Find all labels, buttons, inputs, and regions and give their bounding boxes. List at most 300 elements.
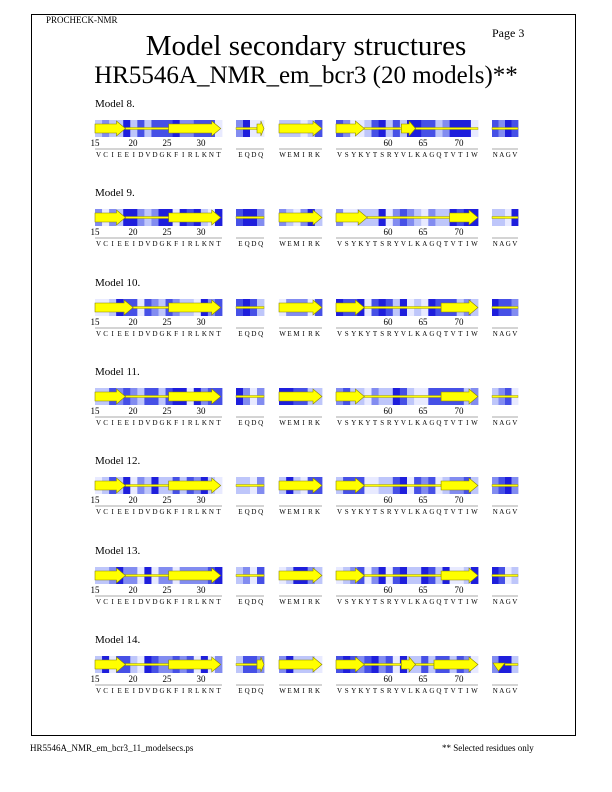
residue-letter: L xyxy=(408,597,413,606)
residue-letter: I xyxy=(466,597,469,606)
residue-letter: Q xyxy=(436,418,442,427)
coil-line xyxy=(505,663,518,665)
residue-letter: G xyxy=(505,686,511,695)
coil-line xyxy=(236,306,264,308)
residue-letter: E xyxy=(124,597,129,606)
residue-letter: L xyxy=(195,508,200,517)
residue-letter: I xyxy=(132,418,135,427)
coil-line xyxy=(125,217,168,219)
residue-letter: K xyxy=(166,329,172,338)
residue-letter: N xyxy=(208,686,214,695)
residue-letter: K xyxy=(415,418,421,427)
residue-letter: K xyxy=(415,240,421,249)
residue-letter: Q xyxy=(244,151,250,159)
residue-letter: I xyxy=(466,329,469,338)
residue-letter: T xyxy=(458,418,463,427)
residue-number-label: 60 xyxy=(383,495,393,506)
residue-letter: A xyxy=(422,686,428,695)
residue-letter: E xyxy=(287,418,292,427)
residue-letter: S xyxy=(344,686,349,695)
coil-line xyxy=(364,395,441,397)
residue-letter: I xyxy=(132,597,135,606)
coil-line xyxy=(236,128,257,130)
residue-number-label: 20 xyxy=(128,495,138,506)
residue-letter: V xyxy=(400,240,406,249)
residue-letter: V xyxy=(450,329,456,338)
residue-letter: R xyxy=(386,151,392,159)
residue-letter: S xyxy=(380,686,385,695)
residue-letter: V xyxy=(337,240,343,249)
residue-letter: Q xyxy=(436,151,442,159)
residue-letter: Q xyxy=(244,508,250,517)
residue-letter: E xyxy=(117,329,122,338)
residue-letter: E xyxy=(238,151,243,159)
residue-letter: K xyxy=(358,151,364,159)
coil-line xyxy=(125,395,168,397)
coil-line xyxy=(416,663,434,665)
residue-letter: V xyxy=(145,418,151,427)
residue-letter: K xyxy=(358,418,364,427)
residue-letter: Y xyxy=(351,151,357,159)
residue-letter: E xyxy=(117,597,122,606)
residue-letter: G xyxy=(159,151,165,159)
residue-number-label: 30 xyxy=(196,584,206,595)
residue-number-label: 30 xyxy=(196,673,206,684)
residue-letter: D xyxy=(251,508,257,517)
residue-number-label: 65 xyxy=(418,227,428,238)
residue-letter: T xyxy=(443,508,449,517)
residue-letter: V xyxy=(450,418,456,427)
residue-letter: I xyxy=(182,597,185,606)
residue-letter: T xyxy=(216,508,221,517)
residue-letter: K xyxy=(166,597,172,606)
residue-letter: S xyxy=(380,329,385,338)
residue-letter: R xyxy=(386,508,392,517)
model-label: Model 12. xyxy=(95,455,141,468)
residue-letter: W xyxy=(471,329,478,338)
residue-letter: F xyxy=(174,597,179,606)
residue-letter: E xyxy=(238,418,243,427)
residue-letter: M xyxy=(293,508,300,517)
residue-letter: S xyxy=(344,597,349,606)
residue-letter: K xyxy=(166,418,172,427)
residue-letter: V xyxy=(337,686,343,695)
residue-letter: Q xyxy=(436,329,442,338)
residue-letter: N xyxy=(492,508,498,517)
residue-letter: K xyxy=(201,418,207,427)
residue-letter: Q xyxy=(258,240,264,249)
residue-letter: S xyxy=(344,508,349,517)
residue-letter: V xyxy=(450,240,456,249)
residue-letter: K xyxy=(314,686,321,695)
residue-letter: C xyxy=(103,151,108,159)
residue-letter: Y xyxy=(393,597,399,606)
residue-letter: V xyxy=(400,151,406,159)
residue-letter: S xyxy=(344,329,349,338)
residue-letter: M xyxy=(293,151,300,159)
residue-letter: E xyxy=(287,240,292,249)
residue-letter: V xyxy=(512,508,518,517)
residue-letter: V xyxy=(95,686,102,695)
residue-number-label: 60 xyxy=(383,138,393,148)
residue-letter: Q xyxy=(258,508,264,517)
residue-letter: I xyxy=(132,240,135,249)
residue-letter: C xyxy=(103,686,108,695)
residue-letter: C xyxy=(103,240,108,249)
residue-letter: M xyxy=(293,686,300,695)
residue-letter: D xyxy=(138,686,144,695)
residue-letter: D xyxy=(152,686,158,695)
residue-letter: I xyxy=(111,240,114,249)
residue-letter: K xyxy=(201,686,207,695)
residue-letter: I xyxy=(302,508,305,517)
residue-letter: S xyxy=(344,240,349,249)
secondary-structure-strip xyxy=(0,382,612,452)
residue-letter: T xyxy=(372,508,378,517)
residue-letter: G xyxy=(505,418,511,427)
residue-letter: W xyxy=(279,597,286,606)
residue-letter: T xyxy=(372,597,378,606)
residue-number-label: 70 xyxy=(454,495,464,506)
residue-letter: Y xyxy=(393,329,399,338)
residue-letter: K xyxy=(358,597,364,606)
residue-letter: N xyxy=(208,418,214,427)
residue-letter: K xyxy=(358,240,364,249)
residue-letter: N xyxy=(208,151,214,159)
residue-number-label: 20 xyxy=(128,227,138,238)
coil-line xyxy=(236,485,264,487)
residue-letter: A xyxy=(422,329,428,338)
residue-letter: D xyxy=(152,508,158,517)
residue-letter: E xyxy=(117,508,122,517)
residue-letter: K xyxy=(415,329,421,338)
residue-letter: W xyxy=(279,240,286,249)
residue-letter: T xyxy=(458,329,463,338)
residue-letter: I xyxy=(302,418,305,427)
residue-letter: G xyxy=(159,597,165,606)
model-label: Model 8. xyxy=(95,98,135,110)
residue-letter: F xyxy=(174,240,179,249)
residue-letter: V xyxy=(512,329,518,338)
residue-letter: E xyxy=(124,686,129,695)
residue-letter: F xyxy=(174,329,179,338)
residue-number-label: 65 xyxy=(418,138,428,148)
residue-number-label: 60 xyxy=(383,405,393,416)
residue-letter: S xyxy=(380,240,385,249)
residue-letter: K xyxy=(314,151,321,159)
residue-letter: V xyxy=(400,418,406,427)
residue-letter: G xyxy=(429,686,435,695)
residue-letter: G xyxy=(429,240,435,249)
residue-letter: E xyxy=(124,508,129,517)
residue-letter: A xyxy=(499,597,505,606)
residue-letter: V xyxy=(145,686,151,695)
residue-letter: T xyxy=(443,329,449,338)
residue-letter: D xyxy=(138,597,144,606)
residue-letter: Q xyxy=(244,686,250,695)
residue-letter: K xyxy=(415,597,421,606)
residue-letter: A xyxy=(499,329,505,338)
residue-letter: Q xyxy=(244,240,250,249)
model-label: Model 14. xyxy=(95,633,141,646)
residue-letter: G xyxy=(159,508,165,517)
residue-number-label: 60 xyxy=(383,584,393,595)
residue-letter: E xyxy=(117,151,122,159)
residue-letter: E xyxy=(287,686,292,695)
residue-letter: R xyxy=(386,329,392,338)
residue-letter: Y xyxy=(351,240,357,249)
residue-letter: E xyxy=(238,686,243,695)
residue-number-label: 30 xyxy=(196,138,206,148)
residue-letter: V xyxy=(450,597,456,606)
page-number: Page 3 xyxy=(492,26,525,40)
residue-letter: V xyxy=(512,240,518,249)
residue-letter: V xyxy=(337,508,343,517)
residue-letter: R xyxy=(386,240,392,249)
coil-line xyxy=(364,574,441,576)
residue-number-label: 65 xyxy=(418,495,428,506)
residue-number-label: 20 xyxy=(128,316,138,327)
residue-letter: L xyxy=(408,686,413,695)
residue-number-label: 30 xyxy=(196,495,206,506)
residue-letter: K xyxy=(314,418,321,427)
residue-letter: I xyxy=(466,151,469,159)
residue-number-label: 20 xyxy=(128,138,138,148)
residue-number-label: 15 xyxy=(90,495,100,506)
residue-number-label: 15 xyxy=(90,584,100,595)
residue-letter: Q xyxy=(244,329,250,338)
residue-number-label: 60 xyxy=(383,316,393,327)
residue-letter: R xyxy=(187,686,193,695)
residue-letter: S xyxy=(380,508,385,517)
residue-letter: K xyxy=(314,329,321,338)
residue-letter: T xyxy=(216,597,221,606)
model-label: Model 13. xyxy=(95,544,141,557)
residue-letter: D xyxy=(152,151,158,159)
residue-letter: Q xyxy=(436,597,442,606)
residue-letter: T xyxy=(372,151,378,159)
residue-letter: K xyxy=(358,329,364,338)
residue-letter: T xyxy=(372,418,378,427)
residue-number-label: 65 xyxy=(418,584,428,595)
residue-number-label: 30 xyxy=(196,316,206,327)
residue-letter: D xyxy=(251,686,257,695)
residue-letter: I xyxy=(132,508,135,517)
residue-letter: Y xyxy=(365,151,371,159)
residue-letter: I xyxy=(111,508,114,517)
residue-letter: V xyxy=(145,240,151,249)
residue-letter: L xyxy=(195,329,200,338)
residue-letter: G xyxy=(159,240,165,249)
residue-letter: R xyxy=(308,240,313,249)
residue-letter: I xyxy=(466,418,469,427)
residue-letter: E xyxy=(287,597,292,606)
residue-letter: V xyxy=(95,508,102,517)
residue-letter: V xyxy=(95,418,102,427)
residue-letter: A xyxy=(422,418,428,427)
residue-letter: A xyxy=(499,686,505,695)
secondary-structure-strip xyxy=(0,471,612,541)
residue-letter: V xyxy=(512,151,518,159)
coil-line xyxy=(492,485,518,487)
residue-number-label: 25 xyxy=(162,227,172,238)
residue-letter: E xyxy=(124,329,129,338)
residue-letter: T xyxy=(443,686,449,695)
residue-letter: Y xyxy=(351,329,357,338)
residue-letter: S xyxy=(380,151,385,159)
residue-letter: K xyxy=(201,508,207,517)
residue-letter: Q xyxy=(258,418,264,427)
residue-letter: E xyxy=(238,240,243,249)
coil-line xyxy=(236,395,264,397)
residue-number-label: 15 xyxy=(90,227,100,238)
residue-number-label: 20 xyxy=(128,405,138,416)
residue-number-label: 60 xyxy=(383,227,393,238)
residue-letter: K xyxy=(415,508,421,517)
residue-letter: G xyxy=(505,240,511,249)
residue-letter: T xyxy=(216,418,221,427)
residue-letter: N xyxy=(492,597,498,606)
residue-number-label: 25 xyxy=(162,138,172,148)
residue-letter: D xyxy=(251,329,257,338)
residue-letter: F xyxy=(174,686,179,695)
residue-letter: V xyxy=(450,151,456,159)
residue-letter: N xyxy=(492,151,498,159)
coil-line xyxy=(416,128,478,130)
residue-letter: Y xyxy=(365,329,371,338)
residue-letter: K xyxy=(201,329,207,338)
residue-letter: W xyxy=(279,508,286,517)
residue-letter: I xyxy=(111,418,114,427)
residue-letter: W xyxy=(471,240,478,249)
residue-letter: Y xyxy=(365,418,371,427)
residue-letter: Y xyxy=(365,240,371,249)
coil-line xyxy=(492,217,518,219)
residue-letter: D xyxy=(138,240,144,249)
residue-number-label: 20 xyxy=(128,584,138,595)
residue-letter: Y xyxy=(393,686,399,695)
residue-letter: N xyxy=(208,597,214,606)
secondary-structure-strip xyxy=(0,293,612,363)
residue-letter: T xyxy=(443,597,449,606)
residue-letter: N xyxy=(208,329,214,338)
residue-letter: Y xyxy=(351,597,357,606)
residue-letter: L xyxy=(408,240,413,249)
residue-letter: A xyxy=(499,240,505,249)
residue-letter: W xyxy=(471,151,478,159)
coil-line xyxy=(133,306,169,308)
residue-letter: I xyxy=(132,151,135,159)
residue-number-label: 25 xyxy=(162,316,172,327)
residue-letter: D xyxy=(152,240,158,249)
residue-letter: T xyxy=(443,240,449,249)
residue-letter: T xyxy=(372,686,378,695)
residue-letter: I xyxy=(182,240,185,249)
residue-letter: I xyxy=(466,508,469,517)
coil-line xyxy=(125,128,168,130)
secondary-structure-strip xyxy=(0,114,612,184)
residue-letter: W xyxy=(279,686,286,695)
residue-letter: I xyxy=(111,686,114,695)
residue-number-label: 30 xyxy=(196,405,206,416)
residue-letter: G xyxy=(429,597,435,606)
residue-letter: I xyxy=(182,329,185,338)
residue-letter: R xyxy=(386,597,392,606)
residue-letter: Q xyxy=(244,418,250,427)
residue-letter: A xyxy=(422,597,428,606)
residue-letter: R xyxy=(386,686,392,695)
residue-letter: V xyxy=(95,151,102,159)
residue-letter: F xyxy=(174,508,179,517)
residue-letter: C xyxy=(103,508,108,517)
residue-letter: I xyxy=(466,686,469,695)
residue-letter: L xyxy=(195,418,200,427)
residue-number-label: 65 xyxy=(418,316,428,327)
residue-letter: L xyxy=(408,418,413,427)
residue-number-label: 15 xyxy=(90,405,100,416)
residue-letter: V xyxy=(450,508,456,517)
residue-letter: D xyxy=(138,508,144,517)
residue-letter: I xyxy=(182,508,185,517)
residue-letter: I xyxy=(302,240,305,249)
residue-letter: E xyxy=(287,329,292,338)
program-label: PROCHECK-NMR xyxy=(46,15,118,25)
residue-letter: F xyxy=(174,418,179,427)
residue-letter: N xyxy=(492,240,498,249)
residue-letter: W xyxy=(279,329,286,338)
residue-letter: K xyxy=(166,508,172,517)
residue-letter: K xyxy=(201,597,207,606)
residue-letter: E xyxy=(287,508,292,517)
residue-number-label: 70 xyxy=(454,316,464,327)
residue-letter: C xyxy=(103,418,108,427)
residue-letter: D xyxy=(251,418,257,427)
coil-line xyxy=(367,217,449,219)
residue-number-label: 15 xyxy=(90,138,100,148)
residue-letter: C xyxy=(103,329,108,338)
residue-letter: I xyxy=(302,151,305,159)
residue-letter: T xyxy=(372,329,378,338)
residue-letter: L xyxy=(408,329,413,338)
residue-letter: V xyxy=(337,418,343,427)
residue-letter: E xyxy=(117,686,122,695)
residue-letter: L xyxy=(195,151,200,159)
residue-letter: W xyxy=(471,418,478,427)
residue-letter: T xyxy=(216,151,221,159)
residue-letter: L xyxy=(195,240,200,249)
residue-letter: S xyxy=(380,597,385,606)
residue-letter: E xyxy=(238,508,243,517)
residue-letter: G xyxy=(159,686,165,695)
residue-letter: R xyxy=(386,418,392,427)
residue-letter: Y xyxy=(393,240,399,249)
coil-line xyxy=(125,663,168,665)
residue-letter: V xyxy=(95,597,102,606)
residue-letter: D xyxy=(251,151,257,159)
coil-line xyxy=(364,128,401,130)
residue-letter: R xyxy=(308,329,313,338)
residue-letter: T xyxy=(372,240,378,249)
coil-line xyxy=(492,395,518,397)
residue-letter: L xyxy=(195,686,200,695)
residue-letter: W xyxy=(471,508,478,517)
model-label: Model 11. xyxy=(95,365,140,378)
coil-line xyxy=(364,663,401,665)
residue-number-label: 65 xyxy=(418,673,428,684)
residue-letter: V xyxy=(145,508,151,517)
residue-number-label: 30 xyxy=(196,227,206,238)
residue-letter: V xyxy=(337,151,343,159)
